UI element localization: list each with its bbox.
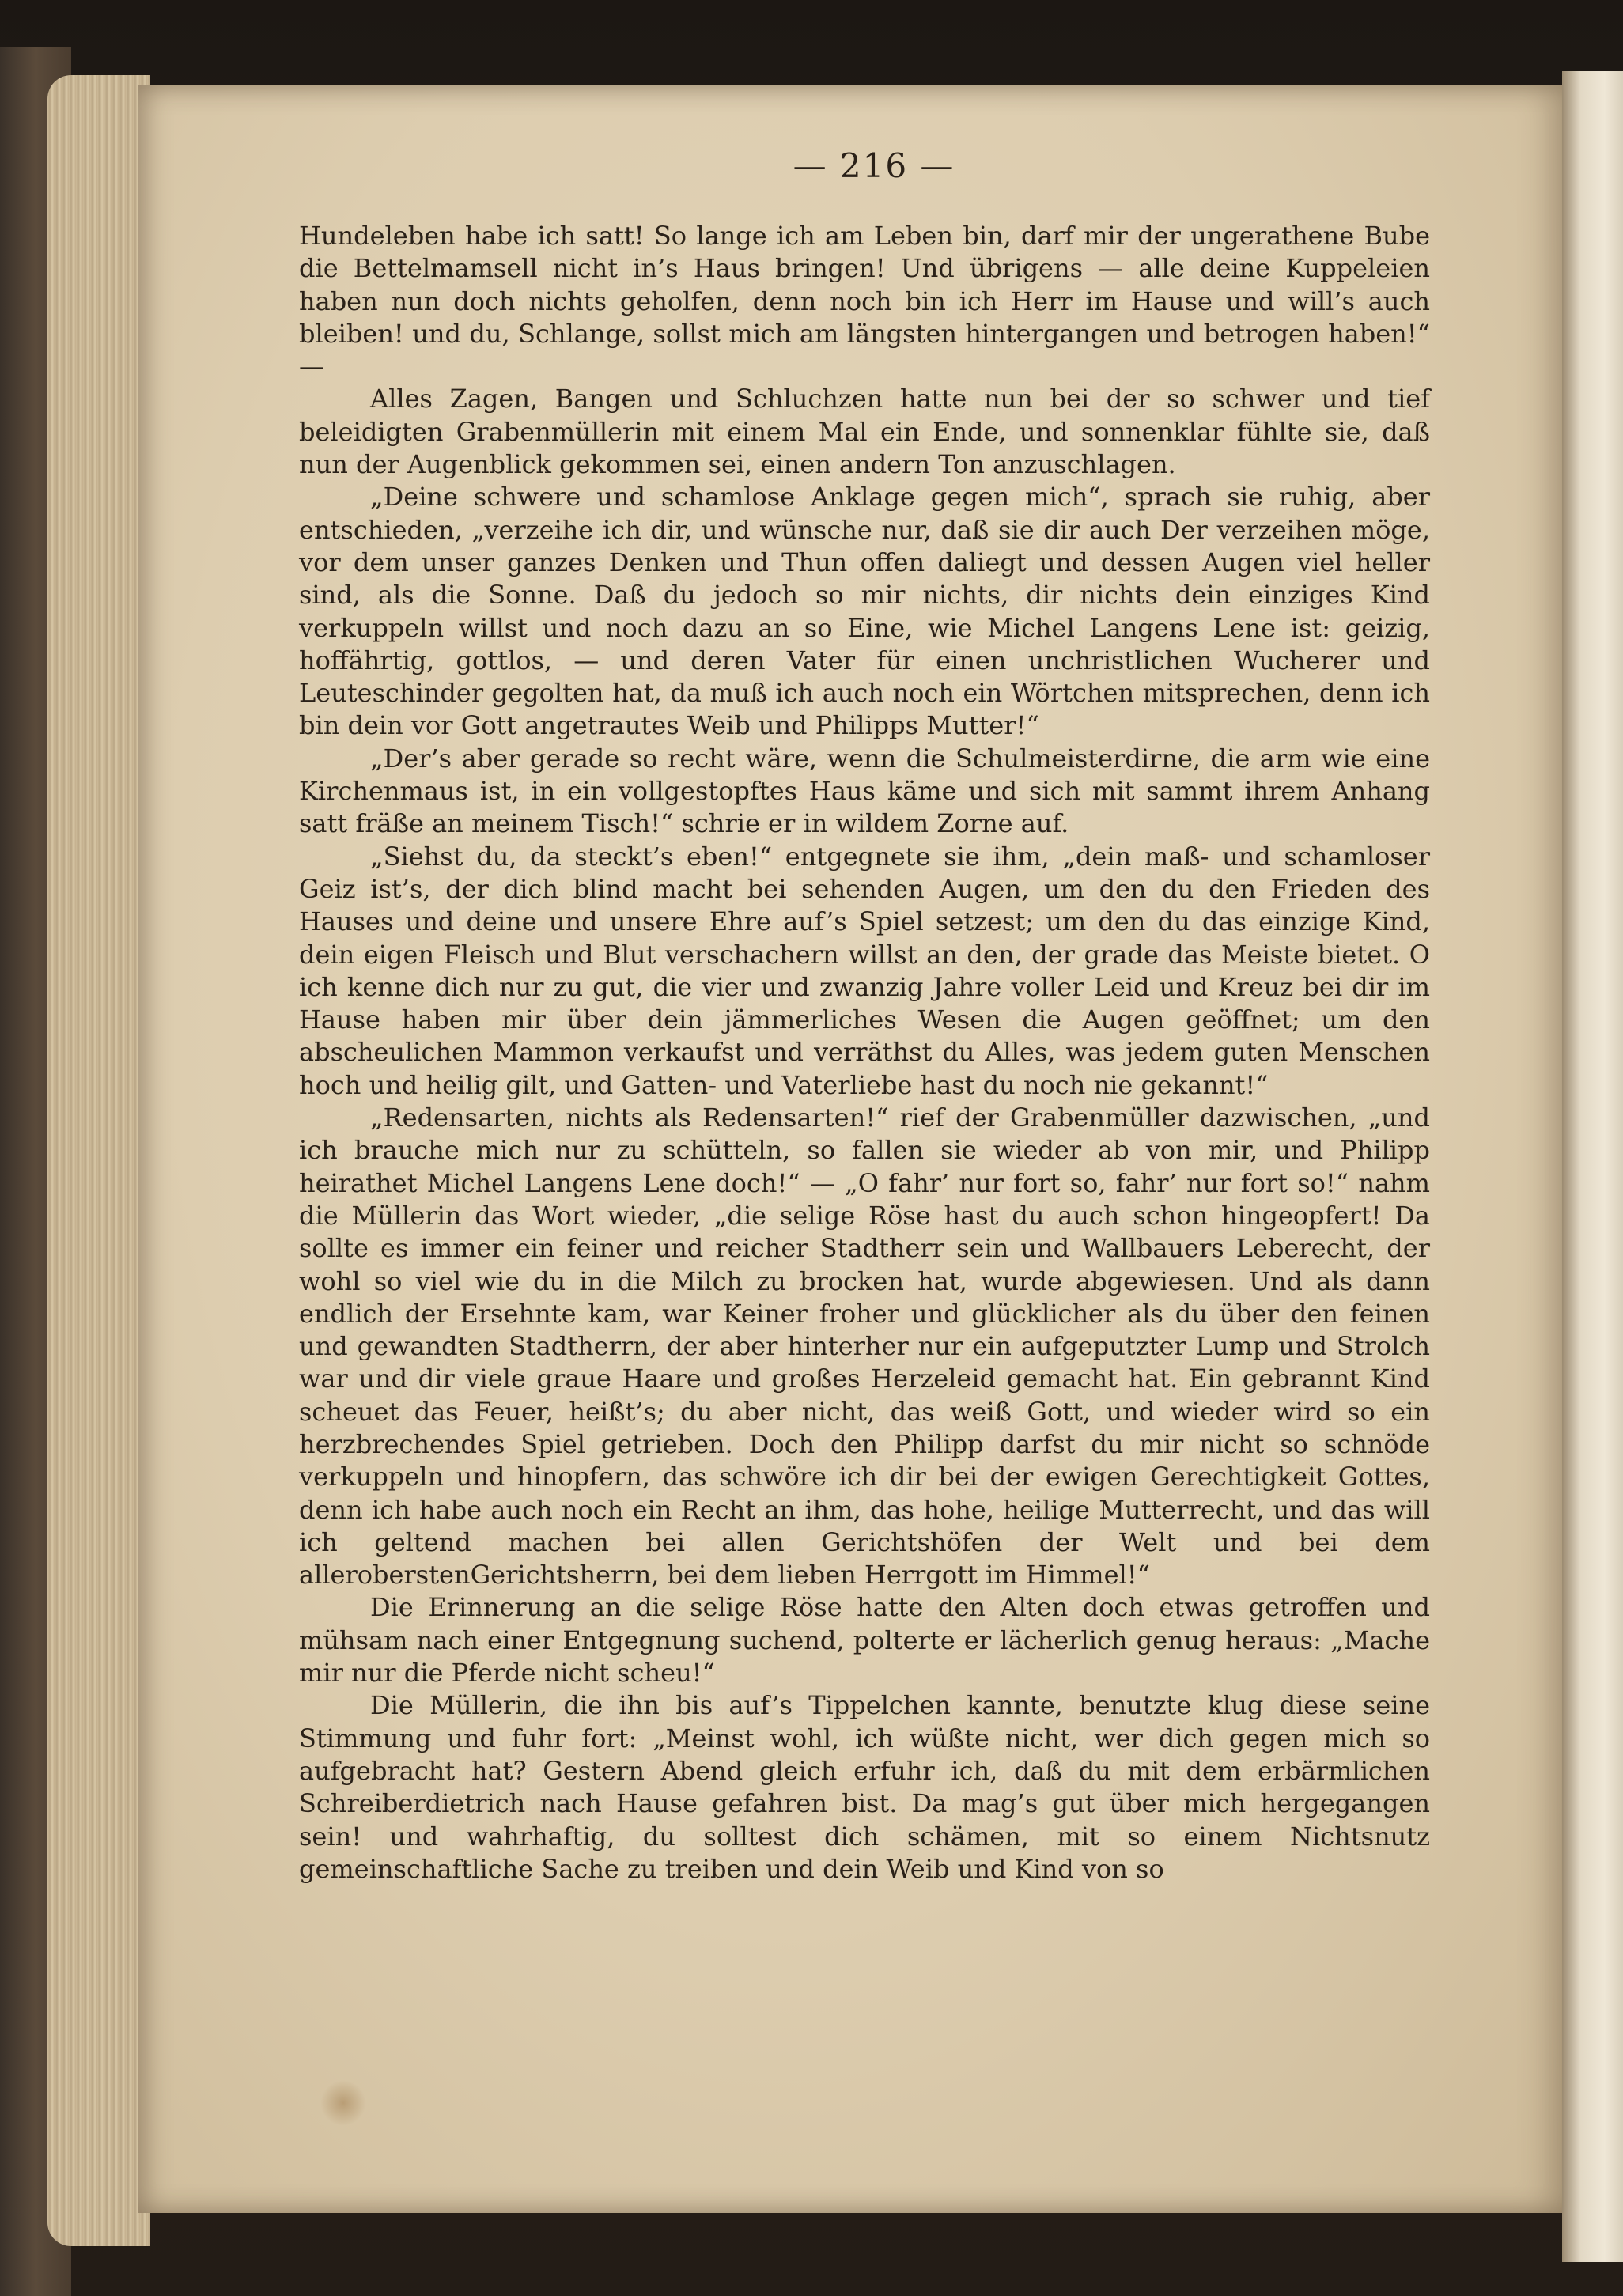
page-number: — 216 —: [793, 146, 955, 185]
paragraph-2: Alles Zagen, Bangen und Schluchzen hatte nun bei der so schwer und tief beleidigten Grabenmüllerin mit einem Mal ein Ende, und sonnenklar fühlte sie, daß nun der Augenblick gekommen sei, einen andern Ton anzuschlagen.: [299, 384, 1430, 480]
page-stack-edge: [47, 75, 150, 2246]
body-text: [299, 220, 1430, 1886]
paragraph-8: Die Müllerin, die ihn bis auf’s Tippelchen kannte, benutzte klug diese seine Stimmung und fuhr fort: „Meinst wohl, ich wüßte nicht, wer dich gegen mich so aufgebracht hat? Gestern Abend gleich erfuhr ich, daß du mit dem erbärmlichen Schreiberdietrich nach Hause gefahren bist. Da mag’s gut über mich hergegangen sein! und wahrhaftig, du solltest dich schämen, mit so einem Nichtsnutz gemeinschaftliche Sache zu treiben und dein Weib und Kind von so: [299, 1690, 1430, 1884]
paragraph-1: Hundeleben habe ich satt! So lange ich am Leben bin, darf mir der ungerathene Bube die Bettelmamsell nicht in’s Haus bringen! Und übrigens — alle deine Kuppeleien haben nun doch nichts geholfen, denn noch bin ich Herr im Hause und will’s auch bleiben! und du, Schlange, sollst mich am längsten hintergangen und betrogen haben!“ —: [299, 221, 1430, 382]
paragraph-6: „Redensarten, nichts als Redensarten!“ rief der Grabenmüller dazwischen, „und ich brauche mich nur zu schütteln, so fallen sie wieder ab von mir, und Philipp heirathet Michel Langens Lene doch!“ — „O fahr’ nur fort so, fahr’ nur fort so!“ nahm die Müllerin das Wort wieder, „die selige Röse hast du auch schon hingeopfert! Da sollte es immer ein feiner und reicher Stadtherr sein und Wallbauers Leberecht, der wohl so viel wie du in die Milch zu brocken hat, wurde abgewiesen. Und als dann endlich der Ersehnte kam, war Keiner froher und glücklicher als du über den feinen und gewandten Stadtherrn, der aber hinterher nur ein aufgeputzter Lump und Strolch war und dir viele graue Haare und großes Herzeleid gemacht hat. Ein gebrannt Kind scheuet das Feuer, heißt’s; du aber nicht, das weiß Gott, und wieder wird so ein herzbrechendes Spiel getrieben. Doch den Philipp darfst du mir nicht so schnöde verkuppeln und hinopfern, das schwöre ich dir bei der ewigen Gerechtigkeit Gottes, denn ich habe auch noch ein Recht an ihm, das hohe, heilige Mutterrecht, und das will ich geltend machen bei allen Gerichtshöfen der Welt und bei dem alleroberstenGerichtsherrn, bei dem lieben Herrgott im Himmel!“: [299, 1103, 1430, 1591]
paragraph-3: „Deine schwere und schamlose Anklage gegen mich“, sprach sie ruhig, aber entschieden, „verzeihe ich dir, und wünsche nur, daß sie dir auch Der verzeihen möge, vor dem unser ganzes Denken und Thun offen daliegt und dessen Augen viel heller sind, als die Sonne. Daß du jedoch so mir nichts, dir nichts dein einziges Kind verkuppeln willst und noch dazu an so Eine, wie Michel Langens Lene ist: geizig, hoffährtig, gottlos, — und deren Vater für einen unchristlichen Wucherer und Leuteschinder gegolten hat, da muß ich auch noch ein Wörtchen mitsprechen, denn ich bin dein vor Gott angetrautes Weib und Philipps Mutter!“: [299, 482, 1430, 741]
paragraph-4: „Der’s aber gerade so recht wäre, wenn die Schulmeisterdirne, die arm wie eine Kirchenmaus ist, in ein vollgestopftes Haus käme und sich mit sammt ihrem Anhang satt fräße an meinem Tisch!“ schrie er in wildem Zorne auf.: [299, 743, 1430, 839]
page-stain: [320, 2080, 366, 2126]
paragraph-5: „Siehst du, da steckt’s eben!“ entgegnete sie ihm, „dein maß- und schamloser Geiz ist’s, der dich blind macht bei sehenden Augen, um den du den Frieden des Hauses und deine und unsere Ehre auf’s Spiel setzest; um den du das einzige Kind, dein eigen Fleisch und Blut verschachern willst an den, der grade das Meiste bietet. O ich kenne dich nur zu gut, die vier und zwanzig Jahre voller Leid und Kreuz bei dir im Hause haben mir über dein jämmerliches Wesen die Augen geöffnet; um den abscheulichen Mammon verkaufst und verräthst du Alles, was jedem guten Menschen hoch und heilig gilt, und Gatten- und Vaterliebe hast du noch nie gekannt!“: [299, 841, 1430, 1100]
paragraph-7: Die Erinnerung an die selige Röse hatte den Alten doch etwas getroffen und mühsam nach einer Entgegnung suchend, polterte er lächerlich genug heraus: „Mache mir nur die Pferde nicht scheu!“: [299, 1592, 1430, 1689]
facing-page-edge: [1562, 71, 1623, 2262]
